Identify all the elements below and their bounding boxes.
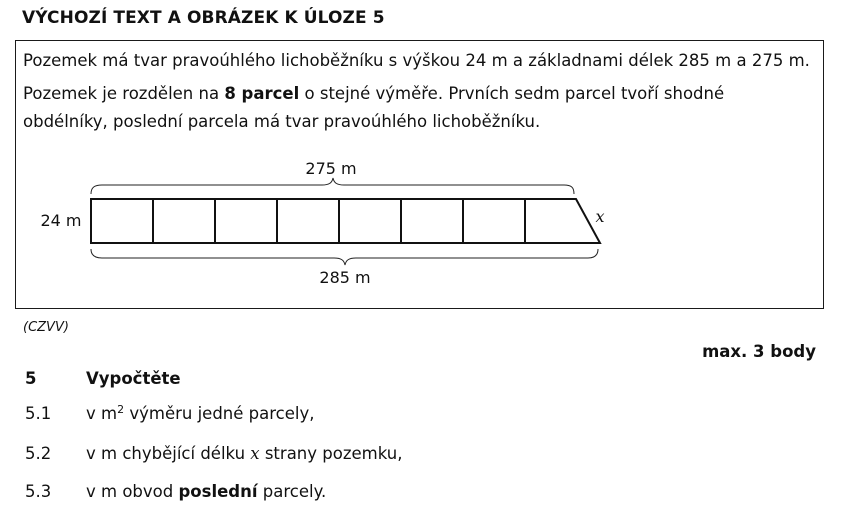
bottom-length-label: 285 m — [319, 268, 371, 287]
source-note: (CZVV) — [23, 320, 69, 335]
subtask-text: výměru jedné parcely, — [124, 404, 315, 423]
plot-outline — [91, 199, 600, 243]
subtask-number: 5.1 — [25, 404, 52, 423]
intro-line-2-start: Pozemek je rozdělen na — [23, 84, 225, 103]
section-heading: VÝCHOZÍ TEXT A OBRÁZEK K ÚLOZE 5 — [22, 8, 385, 28]
variable-x: x — [250, 444, 260, 463]
subtask-5-1 — [86, 404, 314, 423]
max-points: max. 3 body — [702, 342, 816, 361]
intro-line-2-end: o stejné výměře. Prvních sedm parcel tvoří shodné — [299, 84, 725, 103]
subtask-number: 5.3 — [25, 482, 52, 501]
parcel-dividers — [153, 199, 525, 243]
subtask-emphasis: poslední — [178, 482, 258, 501]
subtask-5-3 — [86, 482, 326, 501]
task-title: Vypočtěte — [86, 369, 181, 388]
subtask-text: parcely. — [257, 482, 327, 501]
intro-line-1: Pozemek má tvar pravoúhlého lichoběžníku s výškou 24 m a základnami délek 285 m a 275 m. — [23, 51, 810, 70]
subtask-text: strany pozemku, — [259, 444, 403, 463]
bottom-brace — [91, 249, 598, 265]
slant-side-label: x — [595, 207, 605, 226]
intro-emphasis-parcel-count: 8 parcel — [224, 84, 300, 103]
subtask-text: v m chybějící délku — [86, 444, 251, 463]
subtask-text: v m — [86, 404, 118, 423]
top-length-label: 275 m — [305, 159, 357, 178]
subtask-text: v m obvod — [86, 482, 179, 501]
height-label: 24 m — [40, 211, 82, 230]
subtask-number: 5.2 — [25, 444, 52, 463]
task-number: 5 — [25, 369, 37, 388]
superscript: 2 — [117, 403, 125, 416]
top-brace — [91, 178, 574, 194]
subtask-5-2 — [86, 444, 402, 463]
intro-line-3: obdélníky, poslední parcela má tvar pravoúhlého lichoběžníku. — [23, 112, 541, 131]
